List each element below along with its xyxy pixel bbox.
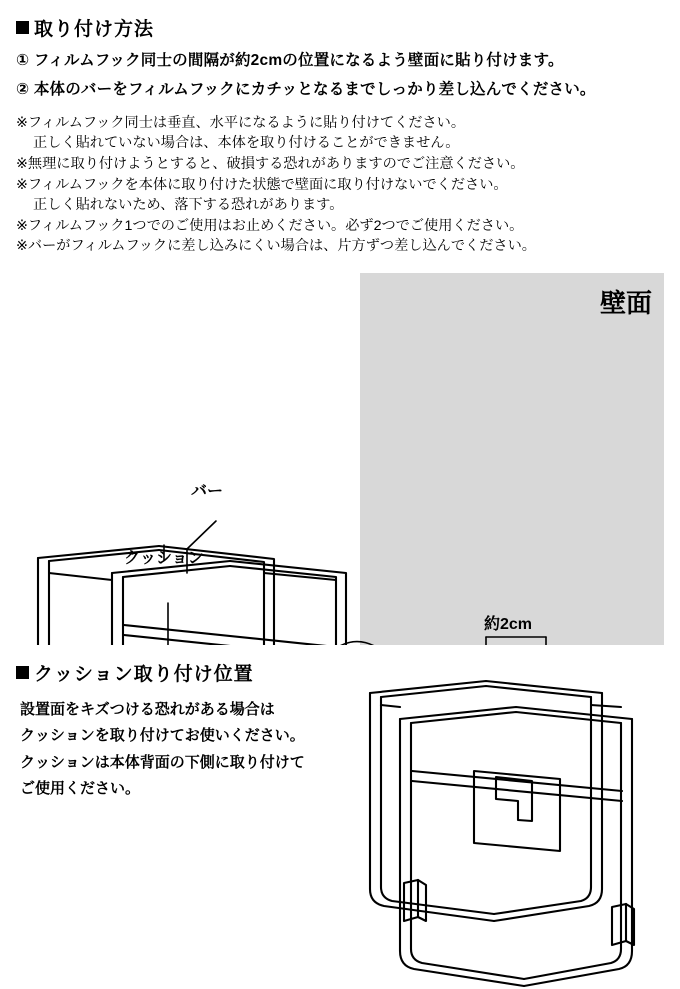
cushion-body-line: クッションは本体背面の下側に取り付けて [20, 753, 305, 771]
cushion-position-diagram-svg [346, 659, 664, 989]
note-line: 正しく貼れていない場合は、本体を取り付けることができません。 [33, 135, 460, 152]
cushion-body-text [20, 697, 340, 802]
cushion-body-line: ご使用ください。 [20, 779, 141, 797]
cushion-body-line: 設置面をキズつける恐れがある場合は [20, 701, 275, 718]
wall-label-text: 壁面 [599, 288, 652, 318]
note-line: ※バーがフィルムフックに差し込みにくい場合は、片方ずつ差し込んでください。 [16, 238, 536, 255]
callout-cushion-text: クッション [124, 550, 204, 567]
bar-top-edge [124, 625, 336, 645]
strut-upper-left [49, 573, 112, 580]
rack2-front-right-inner [524, 723, 621, 979]
install-step-1 [16, 51, 664, 72]
rack2-strut-right [591, 705, 621, 707]
cushion-body-line: クッションを取り付けてお使いください。 [20, 727, 305, 745]
install-step-2 [16, 80, 664, 101]
callout-cushion [124, 545, 204, 568]
rack-back-frame-left [38, 558, 166, 645]
rack-front-frame-right [230, 561, 346, 645]
callout-bar [191, 478, 223, 501]
square-bullet-icon [16, 21, 29, 34]
cushion-section-heading [16, 659, 254, 686]
rack2-front-left [400, 719, 524, 986]
cushion-lower-right [612, 904, 634, 945]
callout-bar-text: バー [191, 483, 224, 500]
rack2-back-left [370, 693, 494, 921]
note-line: ※フィルムフック同士は垂直、水平になるように貼り付けてください。 [16, 114, 466, 131]
arrow-to-hook-left [338, 642, 440, 645]
rack2-back-right [494, 693, 602, 921]
note-line: ※フィルムフックを本体に取り付けた状態で壁面に取り付けないでください。 [16, 176, 508, 193]
rack2-front-left-inner [411, 723, 524, 979]
cushion-heading-text: クッション取り付け位置 [34, 664, 254, 685]
install-step-2-text: ② 本体のバーをフィルムフックにカチッとなるまでしっかり差し込んでください。 [16, 80, 596, 98]
install-step-1-text: ① フィルムフック同士の間隔が約2cmの位置になるよう壁面に貼り付けます。 [16, 52, 564, 69]
rack2-front-right [524, 719, 632, 986]
install-notes [16, 113, 664, 257]
rack2-back-right-inner [494, 697, 591, 914]
note-line: ※フィルムフック1つでのご使用はお止めください。必ず2つでご使用ください。 [16, 217, 524, 234]
cushion-lower-left [404, 880, 426, 921]
square-bullet-icon [16, 666, 29, 679]
install-heading-text: 取り付け方法 [34, 19, 155, 40]
install-section-heading [16, 14, 664, 41]
distance-label [484, 611, 532, 634]
note-line: ※無理に取り付けようとすると、破損する恐れがありますのでご注意ください。 [16, 156, 525, 173]
installation-diagram [16, 273, 664, 645]
rack2-back-left-inner [381, 697, 494, 914]
distance-label-text: 約2cm [484, 616, 533, 633]
installation-diagram-svg [16, 273, 664, 645]
rack2-strut-left [381, 705, 400, 707]
rack2-hook [496, 777, 532, 821]
cushion-section [16, 659, 664, 989]
cushion-position-diagram [346, 659, 664, 989]
note-line: 正しく貼れないため、落下する恐れがあります。 [33, 197, 344, 214]
